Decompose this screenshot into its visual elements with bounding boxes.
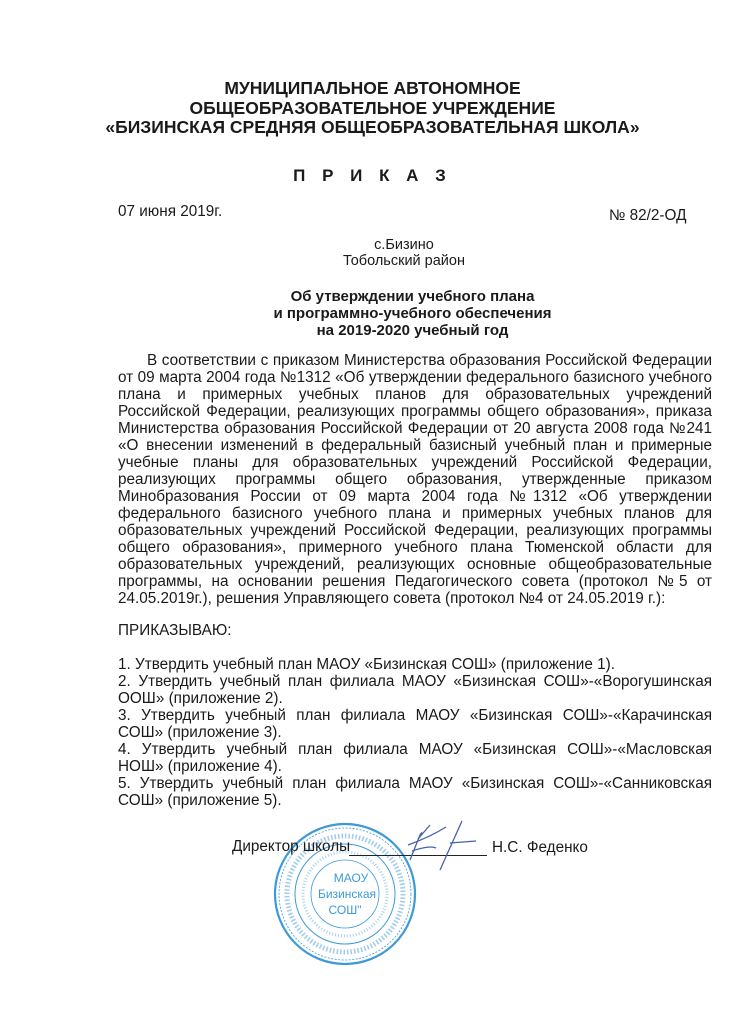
order-date: 07 июня 2019г. [118, 203, 223, 220]
subject-line-1: Об утверждении учебного плана [290, 288, 535, 305]
stamp-text: МАОУ [333, 871, 369, 885]
subject-line-2: и программно-учебного обеспечения [273, 305, 552, 322]
order-item-line: 3. Утвердить учебный план филиала МАОУ «Бизинская СОШ»-«Карачинская [118, 707, 712, 724]
body-line: образовательных учреждений Российской Федерации, реализующих программы [118, 522, 712, 539]
org-name-line-3: «БИЗИНСКАЯ СРЕДНЯЯ ОБЩЕОБРАЗОВАТЕЛЬНАЯ ШКОЛА» [105, 117, 640, 137]
body-line: Минобразования России от 09 марта 2004 года №1312 «Об утверждении [118, 488, 712, 505]
body-line: плана и примерных учебных планов для образовательных учреждений [118, 386, 712, 403]
order-word: ПРИКАЗЫВАЮ: [118, 622, 232, 639]
body-line: «О внесении изменений в федеральный базисный учебный план и примерные [118, 437, 712, 454]
subject-line-3: на 2019-2020 учебный год [316, 322, 509, 339]
order-number: № 82/2-ОД [609, 207, 687, 224]
handwritten-signature [390, 815, 480, 875]
body-line: В соответствии с приказом Министерства образования Российской Федерации [147, 352, 712, 369]
place: с.Бизино [374, 237, 434, 253]
org-name-line-2: ОБЩЕОБРАЗОВАТЕЛЬНОЕ УЧРЕЖДЕНИЕ [189, 98, 556, 118]
order-item-line: ООШ» (приложение 2). [118, 690, 283, 707]
order-item-line: 1. Утвердить учебный план МАОУ «Бизинская СОШ» (приложение 1). [118, 656, 615, 673]
signature-name: Н.С. Феденко [492, 839, 588, 856]
body-line: от 09 марта 2004 года №1312 «Об утверждении федерального базисного учебного [118, 369, 712, 386]
order-item-line: СОШ» (приложение 5). [118, 792, 282, 809]
order-item-line: 5. Утвердить учебный план филиала МАОУ «Бизинская СОШ»-«Санниковская [118, 775, 712, 792]
order-item-line: 4. Утвердить учебный план филиала МАОУ «Бизинская СОШ»-«Масловская [118, 741, 712, 758]
district: Тобольский район [343, 253, 465, 269]
body-line: программы, на основании решения Педагогического совета (протокол №5 от [118, 573, 712, 590]
stamp-text: СОШ" [328, 903, 362, 917]
body-line: учебные планы для образовательных учреждений Российской Федерации, [118, 454, 712, 471]
body-line: реализующих программы общего образования, утвержденные приказом [118, 471, 712, 488]
order-item-line: НОШ» (приложение 4). [118, 758, 282, 775]
signature-position: Директор школы [232, 838, 351, 855]
body-line: Министерства образования Российской Федерации от 20 августа 2008 года №241 [118, 420, 712, 437]
body-line: 24.05.2019г.), решения Управляющего совета (протокол №4 от 24.05.2019 г.): [118, 590, 666, 607]
stamp-text: Бизинская [317, 887, 377, 901]
order-item-line: 2. Утвердить учебный план филиала МАОУ «Бизинская СОШ»-«Ворогушинская [118, 673, 712, 690]
document-title: П Р И К А З [293, 166, 452, 185]
body-line: Российской Федерации, реализующих программы общего образования», приказа [118, 403, 712, 420]
body-line: общего образования», примерного учебного плана Тюменской области для [118, 539, 712, 556]
body-line: федерального базисного учебного плана и примерных учебных планов для [118, 505, 712, 522]
order-item-line: СОШ» (приложение 3). [118, 724, 282, 741]
org-name-line-1: МУНИЦИПАЛЬНОЕ АВТОНОМНОЕ [224, 78, 521, 98]
body-line: образовательных учреждений, реализующих основные общеобразовательные [118, 556, 712, 573]
